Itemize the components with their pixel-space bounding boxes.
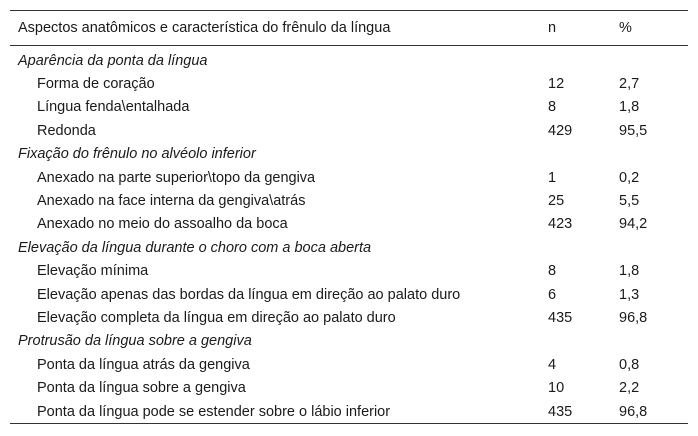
row-label: Elevação apenas das bordas da língua em direção ao palato duro (37, 286, 461, 303)
row-n: 1 (548, 169, 557, 186)
row-n: 4 (548, 356, 557, 373)
frenulum-table (10, 10, 688, 424)
table-row (10, 400, 688, 424)
row-label: Elevação mínima (37, 263, 149, 280)
table-header (10, 11, 688, 46)
row-label: Forma de coração (37, 76, 155, 93)
header-percent: % (619, 20, 632, 36)
row-label: Ponta da língua pode se estender sobre o lábio inferior (37, 403, 391, 420)
row-n: 25 (548, 193, 565, 210)
row-n: 8 (548, 99, 557, 116)
group-row (10, 236, 688, 259)
row-label: Redonda (37, 122, 96, 139)
row-percent: 5,5 (619, 193, 640, 210)
row-label: Língua fenda\entalhada (37, 99, 190, 116)
group-title: Protrusão da língua sobre a gengiva (18, 333, 252, 350)
row-n: 429 (548, 122, 573, 139)
table-row (10, 213, 688, 236)
row-percent: 95,5 (619, 122, 648, 139)
row-percent: 94,2 (619, 216, 648, 233)
table-row (10, 96, 688, 119)
group-row (10, 143, 688, 166)
row-percent: 96,8 (619, 403, 648, 420)
row-percent: 2,2 (619, 380, 640, 397)
row-n: 435 (548, 403, 573, 420)
row-percent: 1,3 (619, 286, 640, 303)
table-row (10, 119, 688, 142)
row-n: 12 (548, 76, 565, 93)
table-row (10, 283, 688, 306)
row-label: Ponta da língua atrás da gengiva (37, 356, 250, 373)
row-label: Ponta da língua sobre a gengiva (37, 380, 246, 397)
row-n: 8 (548, 263, 557, 280)
row-label: Anexado no meio do assoalho da boca (37, 216, 288, 233)
table-row (10, 306, 688, 329)
group-title: Fixação do frênulo no alvéolo inferior (18, 146, 256, 163)
row-n: 6 (548, 286, 557, 303)
row-percent: 96,8 (619, 309, 648, 326)
row-percent: 1,8 (619, 263, 640, 280)
table-row (10, 189, 688, 212)
row-percent: 2,7 (619, 76, 640, 93)
table-row (10, 260, 688, 283)
group-title: Elevação da língua durante o choro com a boca aberta (18, 239, 372, 256)
row-label: Elevação completa da língua em direção ao palato duro (37, 309, 396, 326)
table-row (10, 353, 688, 376)
row-percent: 0,2 (619, 169, 640, 186)
row-percent: 0,8 (619, 356, 640, 373)
row-percent: 1,8 (619, 99, 640, 116)
row-label: Anexado na face interna da gengiva\atrás (37, 193, 306, 210)
header-n: n (548, 20, 557, 36)
table-row (10, 376, 688, 399)
row-n: 423 (548, 216, 573, 233)
group-title: Aparência da ponta da língua (18, 52, 208, 69)
table-body (10, 46, 688, 424)
header-row (10, 11, 688, 46)
row-label: Anexado na parte superior\topo da gengiva (37, 169, 316, 186)
data-table-container (10, 10, 688, 424)
header-label: Aspectos anatômicos e característica do frênulo da língua (18, 20, 391, 36)
table-row (10, 166, 688, 189)
group-row (10, 46, 688, 73)
group-row (10, 330, 688, 353)
row-n: 10 (548, 380, 565, 397)
row-n: 435 (548, 309, 573, 326)
table-row (10, 72, 688, 95)
